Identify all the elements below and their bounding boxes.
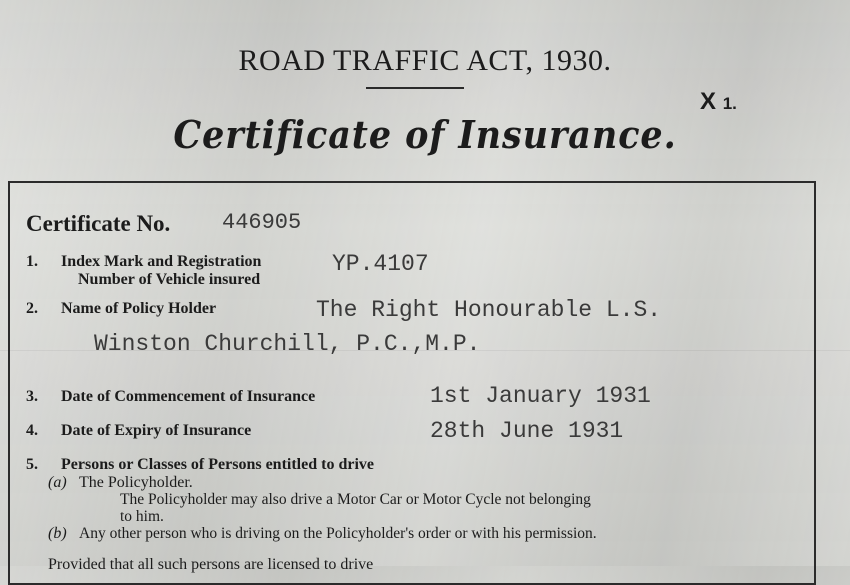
person-a-text: The Policyholder. [79, 474, 193, 491]
title-rule [366, 87, 464, 89]
certificate-title: Certificate of Insurance. [173, 112, 677, 157]
act-title: ROAD TRAFFIC ACT, 1930. [238, 44, 612, 77]
item-1-label-line1: Index Mark and Registration [61, 253, 262, 270]
item-3-value: 1st January 1931 [430, 383, 651, 409]
item-4-value: 28th June 1931 [430, 418, 624, 444]
item-1-label-line2: Number of Vehicle insured [78, 271, 261, 288]
certificate-number-value: 446905 [222, 210, 302, 235]
item-1-number: 1. [26, 253, 38, 270]
certificate-number-label: Certificate No. [26, 211, 171, 236]
item-3-number: 3. [26, 388, 38, 405]
item-3-label: Date of Commencement of Insurance [61, 388, 316, 405]
item-1-value: YP.4107 [332, 251, 429, 277]
item-2-value-line2: Winston Churchill, P.C.,M.P. [94, 331, 481, 357]
person-a-detail-line1: The Policyholder may also drive a Motor Car or Motor Cycle not belonging [120, 491, 591, 508]
proviso-partial: Provided that all such persons are licensed to drive [48, 556, 374, 573]
item-4-number: 4. [26, 422, 38, 439]
person-a-marker: (a) [48, 474, 67, 491]
item-5-number: 5. [26, 456, 38, 473]
item-4-label: Date of Expiry of Insurance [61, 422, 252, 439]
item-2-value-line1: The Right Honourable L.S. [316, 297, 662, 323]
person-b-text: Any other person who is driving on the Policyholder's order or with his permission. [79, 525, 597, 542]
item-5-label: Persons or Classes of Persons entitled to drive [61, 456, 374, 473]
person-a-detail-line2: to him. [120, 508, 164, 525]
person-b-marker: (b) [48, 525, 67, 542]
item-2-label: Name of Policy Holder [61, 300, 217, 317]
handwritten-mark: X 1. [700, 88, 737, 115]
item-2-number: 2. [26, 300, 38, 317]
